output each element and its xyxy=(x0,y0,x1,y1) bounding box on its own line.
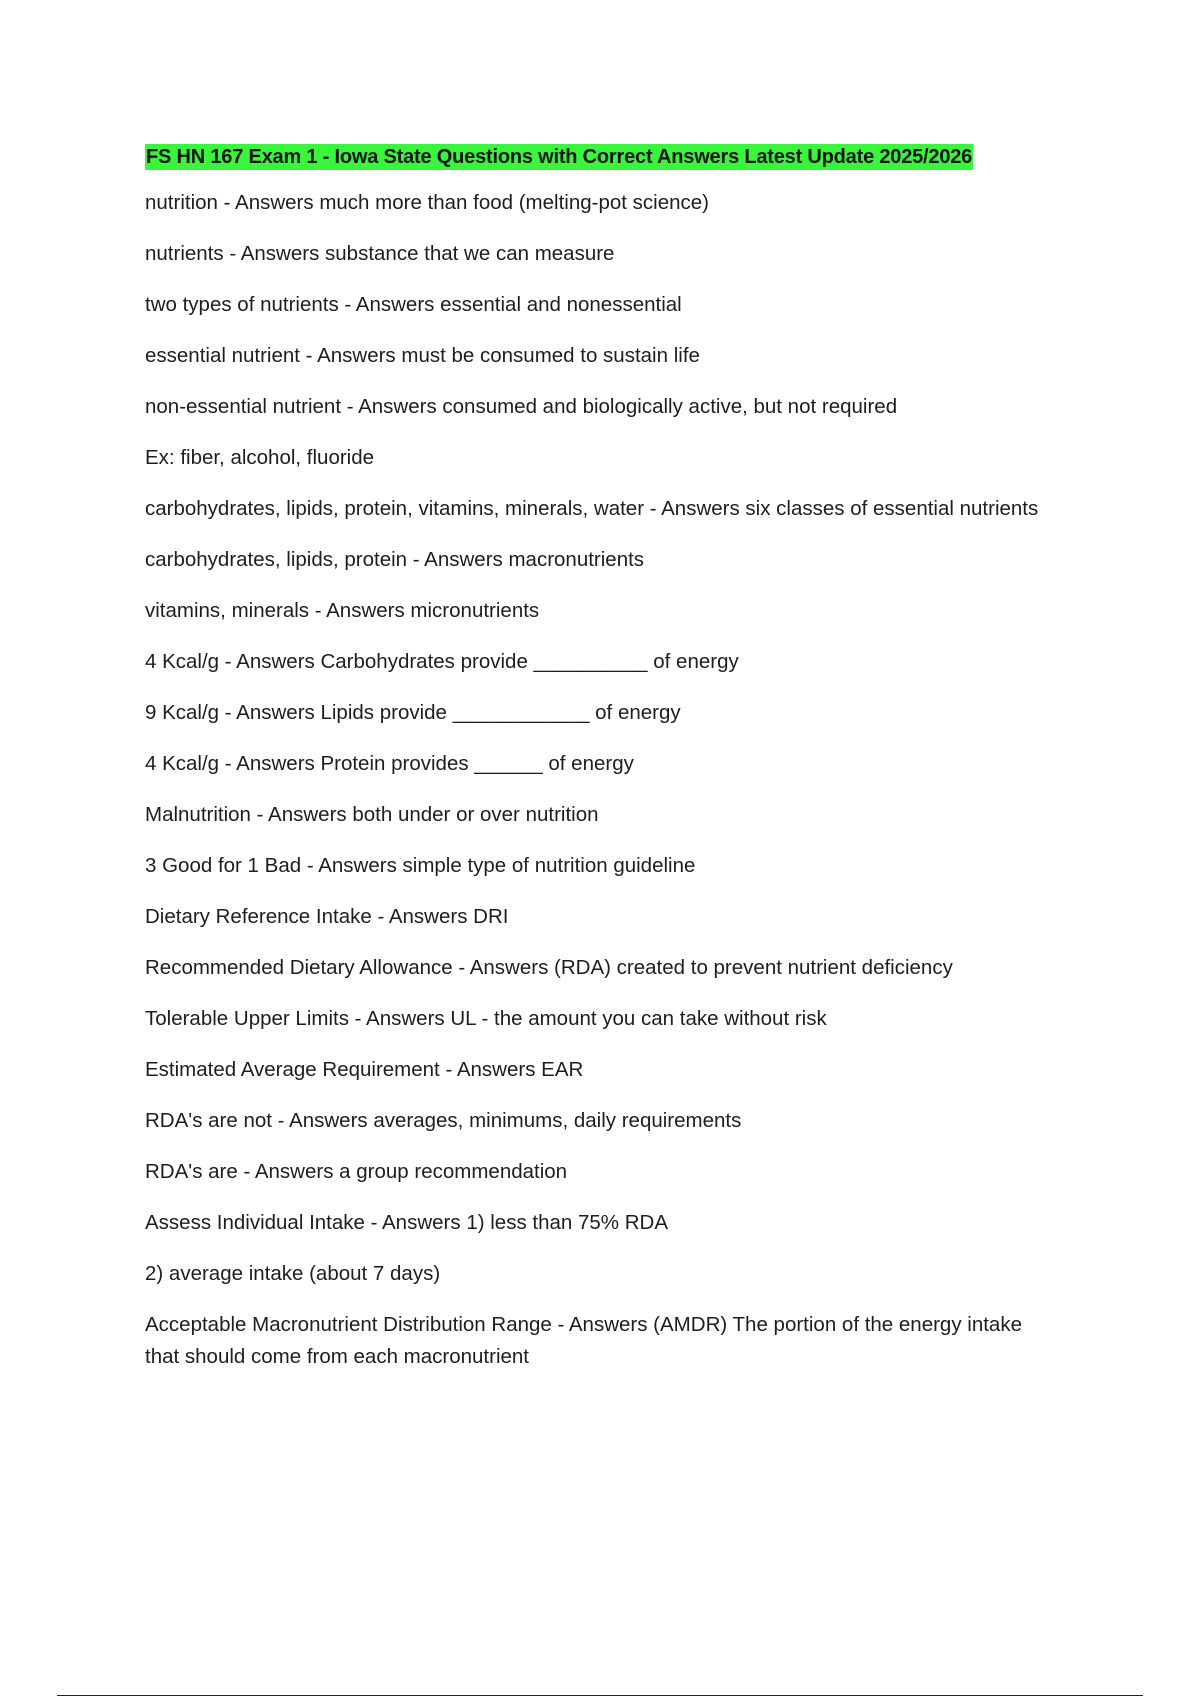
qa-entry: carbohydrates, lipids, protein, vitamins, minerals, water - Answers six classes of essential nutrients xyxy=(145,497,1039,520)
document-content xyxy=(145,143,1045,1392)
qa-entry: RDA's are not - Answers averages, minimums, daily requirements xyxy=(145,1109,742,1132)
qa-entry: Assess Individual Intake - Answers 1) less than 75% RDA xyxy=(145,1211,668,1234)
qa-entry: Ex: fiber, alcohol, fluoride xyxy=(145,446,375,469)
qa-entry: carbohydrates, lipids, protein - Answers macronutrients xyxy=(145,548,645,571)
qa-entry: 4 Kcal/g - Answers Carbohydrates provide __________ of energy xyxy=(145,650,739,673)
footer-divider xyxy=(57,1695,1143,1696)
qa-entry: 4 Kcal/g - Answers Protein provides ______ of energy xyxy=(145,752,634,775)
qa-entry: vitamins, minerals - Answers micronutrients xyxy=(145,599,540,622)
document-title: FS HN 167 Exam 1 - Iowa State Questions with Correct Answers Latest Update 2025/2026 xyxy=(146,146,973,168)
qa-entry: Tolerable Upper Limits - Answers UL - the amount you can take without risk xyxy=(145,1007,827,1030)
qa-entry: nutrition - Answers much more than food (melting-pot science) xyxy=(145,191,710,214)
qa-entry: two types of nutrients - Answers essential and nonessential xyxy=(145,293,682,316)
qa-entry: RDA's are - Answers a group recommendation xyxy=(145,1160,568,1183)
title-block xyxy=(145,143,1045,172)
qa-entry: Estimated Average Requirement - Answers EAR xyxy=(145,1058,584,1081)
qa-entry: essential nutrient - Answers must be consumed to sustain life xyxy=(145,344,700,367)
qa-entry: Acceptable Macronutrient Distribution Range - Answers (AMDR) The portion of the energy intake that should come from each macronutrient xyxy=(145,1313,1022,1368)
qa-entry: 9 Kcal/g - Answers Lipids provide ____________ of energy xyxy=(145,701,681,724)
qa-entry: 2) average intake (about 7 days) xyxy=(145,1262,441,1285)
qa-entry: Recommended Dietary Allowance - Answers (RDA) created to prevent nutrient deficiency xyxy=(145,956,953,979)
qa-entry: Malnutrition - Answers both under or over nutrition xyxy=(145,803,599,826)
qa-entry: nutrients - Answers substance that we can measure xyxy=(145,242,615,265)
qa-entry: non-essential nutrient - Answers consumed and biologically active, but not required xyxy=(145,395,898,418)
qa-entry: 3 Good for 1 Bad - Answers simple type of nutrition guideline xyxy=(145,854,696,877)
qa-entry: Dietary Reference Intake - Answers DRI xyxy=(145,905,509,928)
